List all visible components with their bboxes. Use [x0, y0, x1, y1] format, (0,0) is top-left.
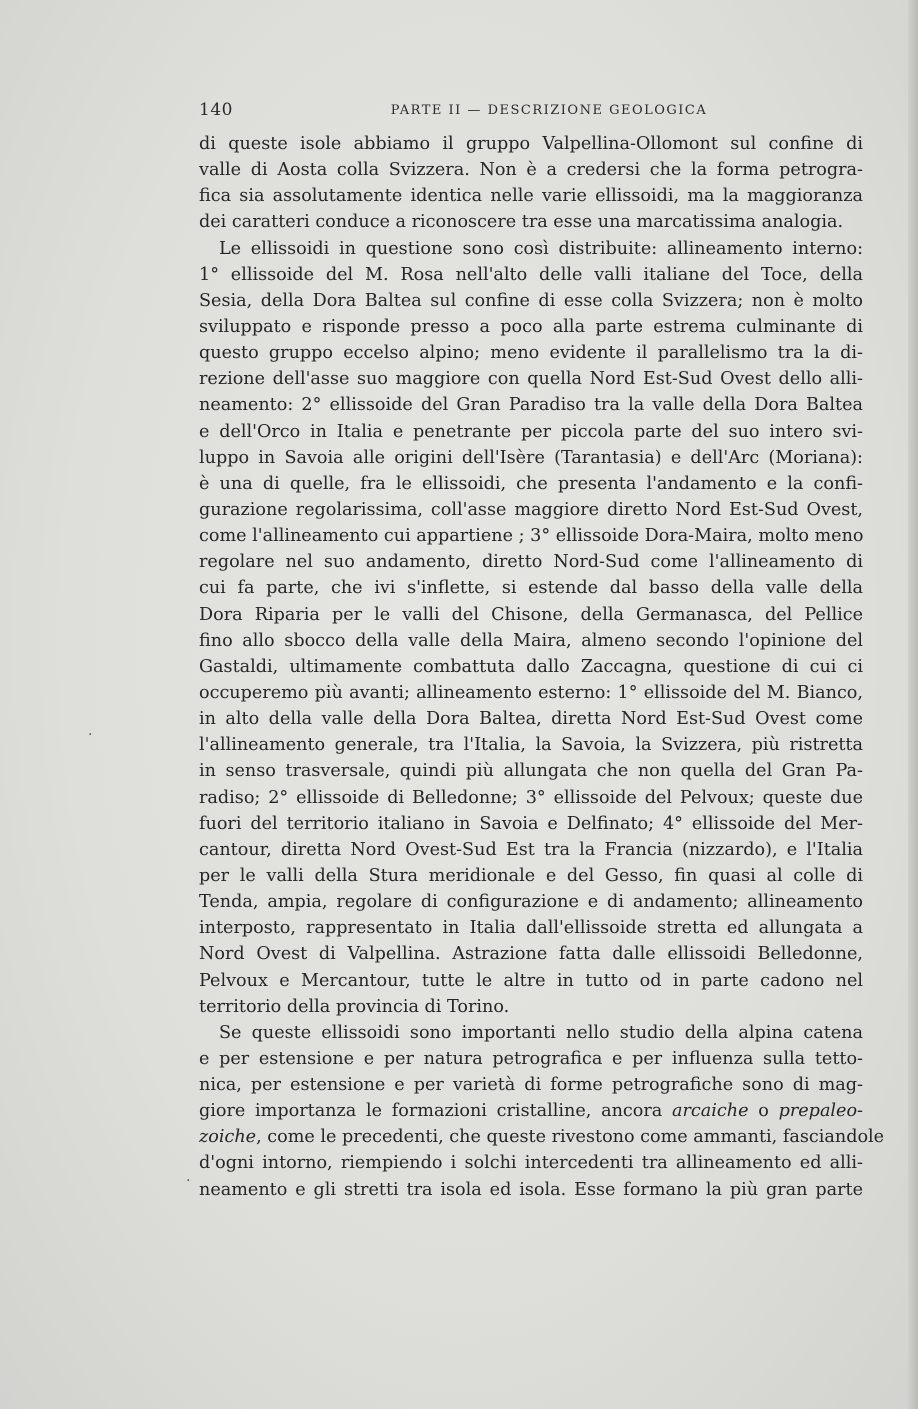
text-line: regolare nel suo andamento, diretto Nord-Sud come l'allineamento di — [199, 552, 863, 573]
text-line: l'allineamento generale, tra l'Italia, la Savoia, la Svizzera, più ristretta — [199, 735, 863, 756]
margin-dot-mark: · — [88, 727, 93, 743]
text-line: Pelvoux e Mercantour, tutte le altre in tutto od in parte cadono nel — [199, 970, 863, 991]
text-line: Tenda, ampia, regolare di configurazione e di andamento; allineamento — [199, 892, 863, 913]
text-line: fica sia assolutamente identica nelle varie ellissoidi, ma la maggioranza — [199, 186, 863, 207]
text-line: di queste isole abbiamo il gruppo Valpellina-Ollomont sul confine di — [199, 134, 863, 154]
text-line: in alto della valle della Dora Baltea, diretta Nord Est-Sud Ovest come — [199, 709, 863, 730]
page-edge-shadow — [908, 0, 918, 1409]
text-run: giore importanza le formazioni cristalline, ancora — [199, 1101, 673, 1122]
text-line: dei caratteri conduce a riconoscere tra esse una marcatissima analogia. — [199, 212, 844, 233]
page-header — [199, 100, 863, 124]
text-line — [199, 1124, 885, 1150]
text-line: Nord Ovest di Valpellina. Astrazione fatta dalle ellissoidi Belledonne, — [199, 944, 863, 965]
italic-term: arcaiche — [672, 1101, 749, 1122]
text-line: Gastaldi, ultimamente combattuta dallo Zaccagna, questione di cui ci — [199, 656, 863, 677]
text-line — [199, 1098, 863, 1124]
text-line: Dora Riparia per le valli del Chisone, della Germanasca, del Pellice — [199, 604, 863, 625]
text-line: valle di Aosta colla Svizzera. Non è a credersi che la forma petrogra- — [199, 160, 863, 181]
text-line: neamento e gli stretti tra isola ed isola. Esse formano la più gran parte — [199, 1179, 863, 1200]
text-line: fuori del territorio italiano in Savoia e Delfinato; 4° ellissoide del Mer- — [199, 813, 863, 834]
italic-term: zoiche — [199, 1127, 257, 1148]
text-run: o — [748, 1101, 779, 1122]
text-line: questo gruppo eccelso alpino; meno evidente il parallelismo tra la di- — [199, 343, 863, 364]
text-line: gurazione regolarissima, coll'asse maggiore diretto Nord Est-Sud Ovest, — [199, 499, 863, 520]
text-run: , come le precedenti, che queste rivestono come ammanti, fasciandole — [256, 1127, 885, 1148]
text-line: luppo in Savoia alle origini dell'Isère (Tarantasia) e dell'Arc (Moriana): — [199, 447, 863, 468]
text-line: come l'allineamento cui appartiene ; 3° ellissoide Dora-Maira, molto meno — [199, 526, 864, 547]
text-line: neamento: 2° ellissoide del Gran Paradiso tra la valle della Dora Baltea — [199, 395, 863, 416]
body-text — [199, 131, 885, 1203]
margin-dot-mark: · — [186, 1173, 191, 1189]
text-line: Se queste ellissoidi sono importanti nello studio della alpina catena — [219, 1022, 863, 1043]
text-line: interposto, rappresentato in Italia dall'ellissoide stretta ed allungata a — [199, 918, 863, 939]
text-line: per le valli della Stura meridionale e del Gesso, fin quasi al colle di — [199, 865, 863, 886]
text-line: cantour, diretta Nord Ovest-Sud Est tra la Francia (nizzardo), e l'Italia — [199, 839, 863, 860]
text-line: radiso; 2° ellissoide di Belledonne; 3° ellissoide del Pelvoux; queste due — [199, 787, 863, 808]
text-line: fino allo sbocco della valle della Maira, almeno secondo l'opinione del — [199, 630, 863, 651]
text-line: 1° ellissoide del M. Rosa nell'alto delle valli italiane del Toce, della — [199, 264, 863, 285]
text-line: occuperemo più avanti; allineamento esterno: 1° ellissoide del M. Bianco, — [199, 682, 863, 703]
text-line: Le ellissoidi in questione sono così distribuite: allineamento interno: — [219, 238, 863, 259]
text-line: d'ogni intorno, riempiendo i solchi intercedenti tra allineamento ed alli- — [199, 1153, 863, 1174]
text-line: e per estensione e per natura petrografica e per influenza sulla tetto- — [199, 1048, 863, 1069]
page-number: 140 — [199, 100, 233, 120]
text-line: e dell'Orco in Italia e penetrante per piccola parte del suo intero svi- — [199, 421, 863, 442]
text-line: rezione dell'asse suo maggiore con quella Nord Est-Sud Ovest dello alli- — [199, 369, 863, 390]
text-line: sviluppato e risponde presso a poco alla parte estrema culminante di — [199, 316, 863, 337]
text-line: Sesia, della Dora Baltea sul confine di esse colla Svizzera; non è molto — [199, 290, 863, 311]
text-line: è una di quelle, fra le ellissoidi, che presenta l'andamento e la confi- — [199, 473, 863, 494]
text-line: cui fa parte, che ivi s'inflette, si estende dal basso della valle della — [199, 578, 863, 599]
running-head: PARTE II — DESCRIZIONE GEOLOGICA — [390, 103, 708, 118]
text-line: nica, per estensione e per varietà di forme petrografiche sono di mag- — [199, 1075, 863, 1096]
text-line: in senso trasversale, quindi più allungata che non quella del Gran Pa- — [199, 761, 863, 782]
text-line: territorio della provincia di Torino. — [199, 996, 510, 1017]
italic-term: prepaleo- — [778, 1101, 864, 1122]
